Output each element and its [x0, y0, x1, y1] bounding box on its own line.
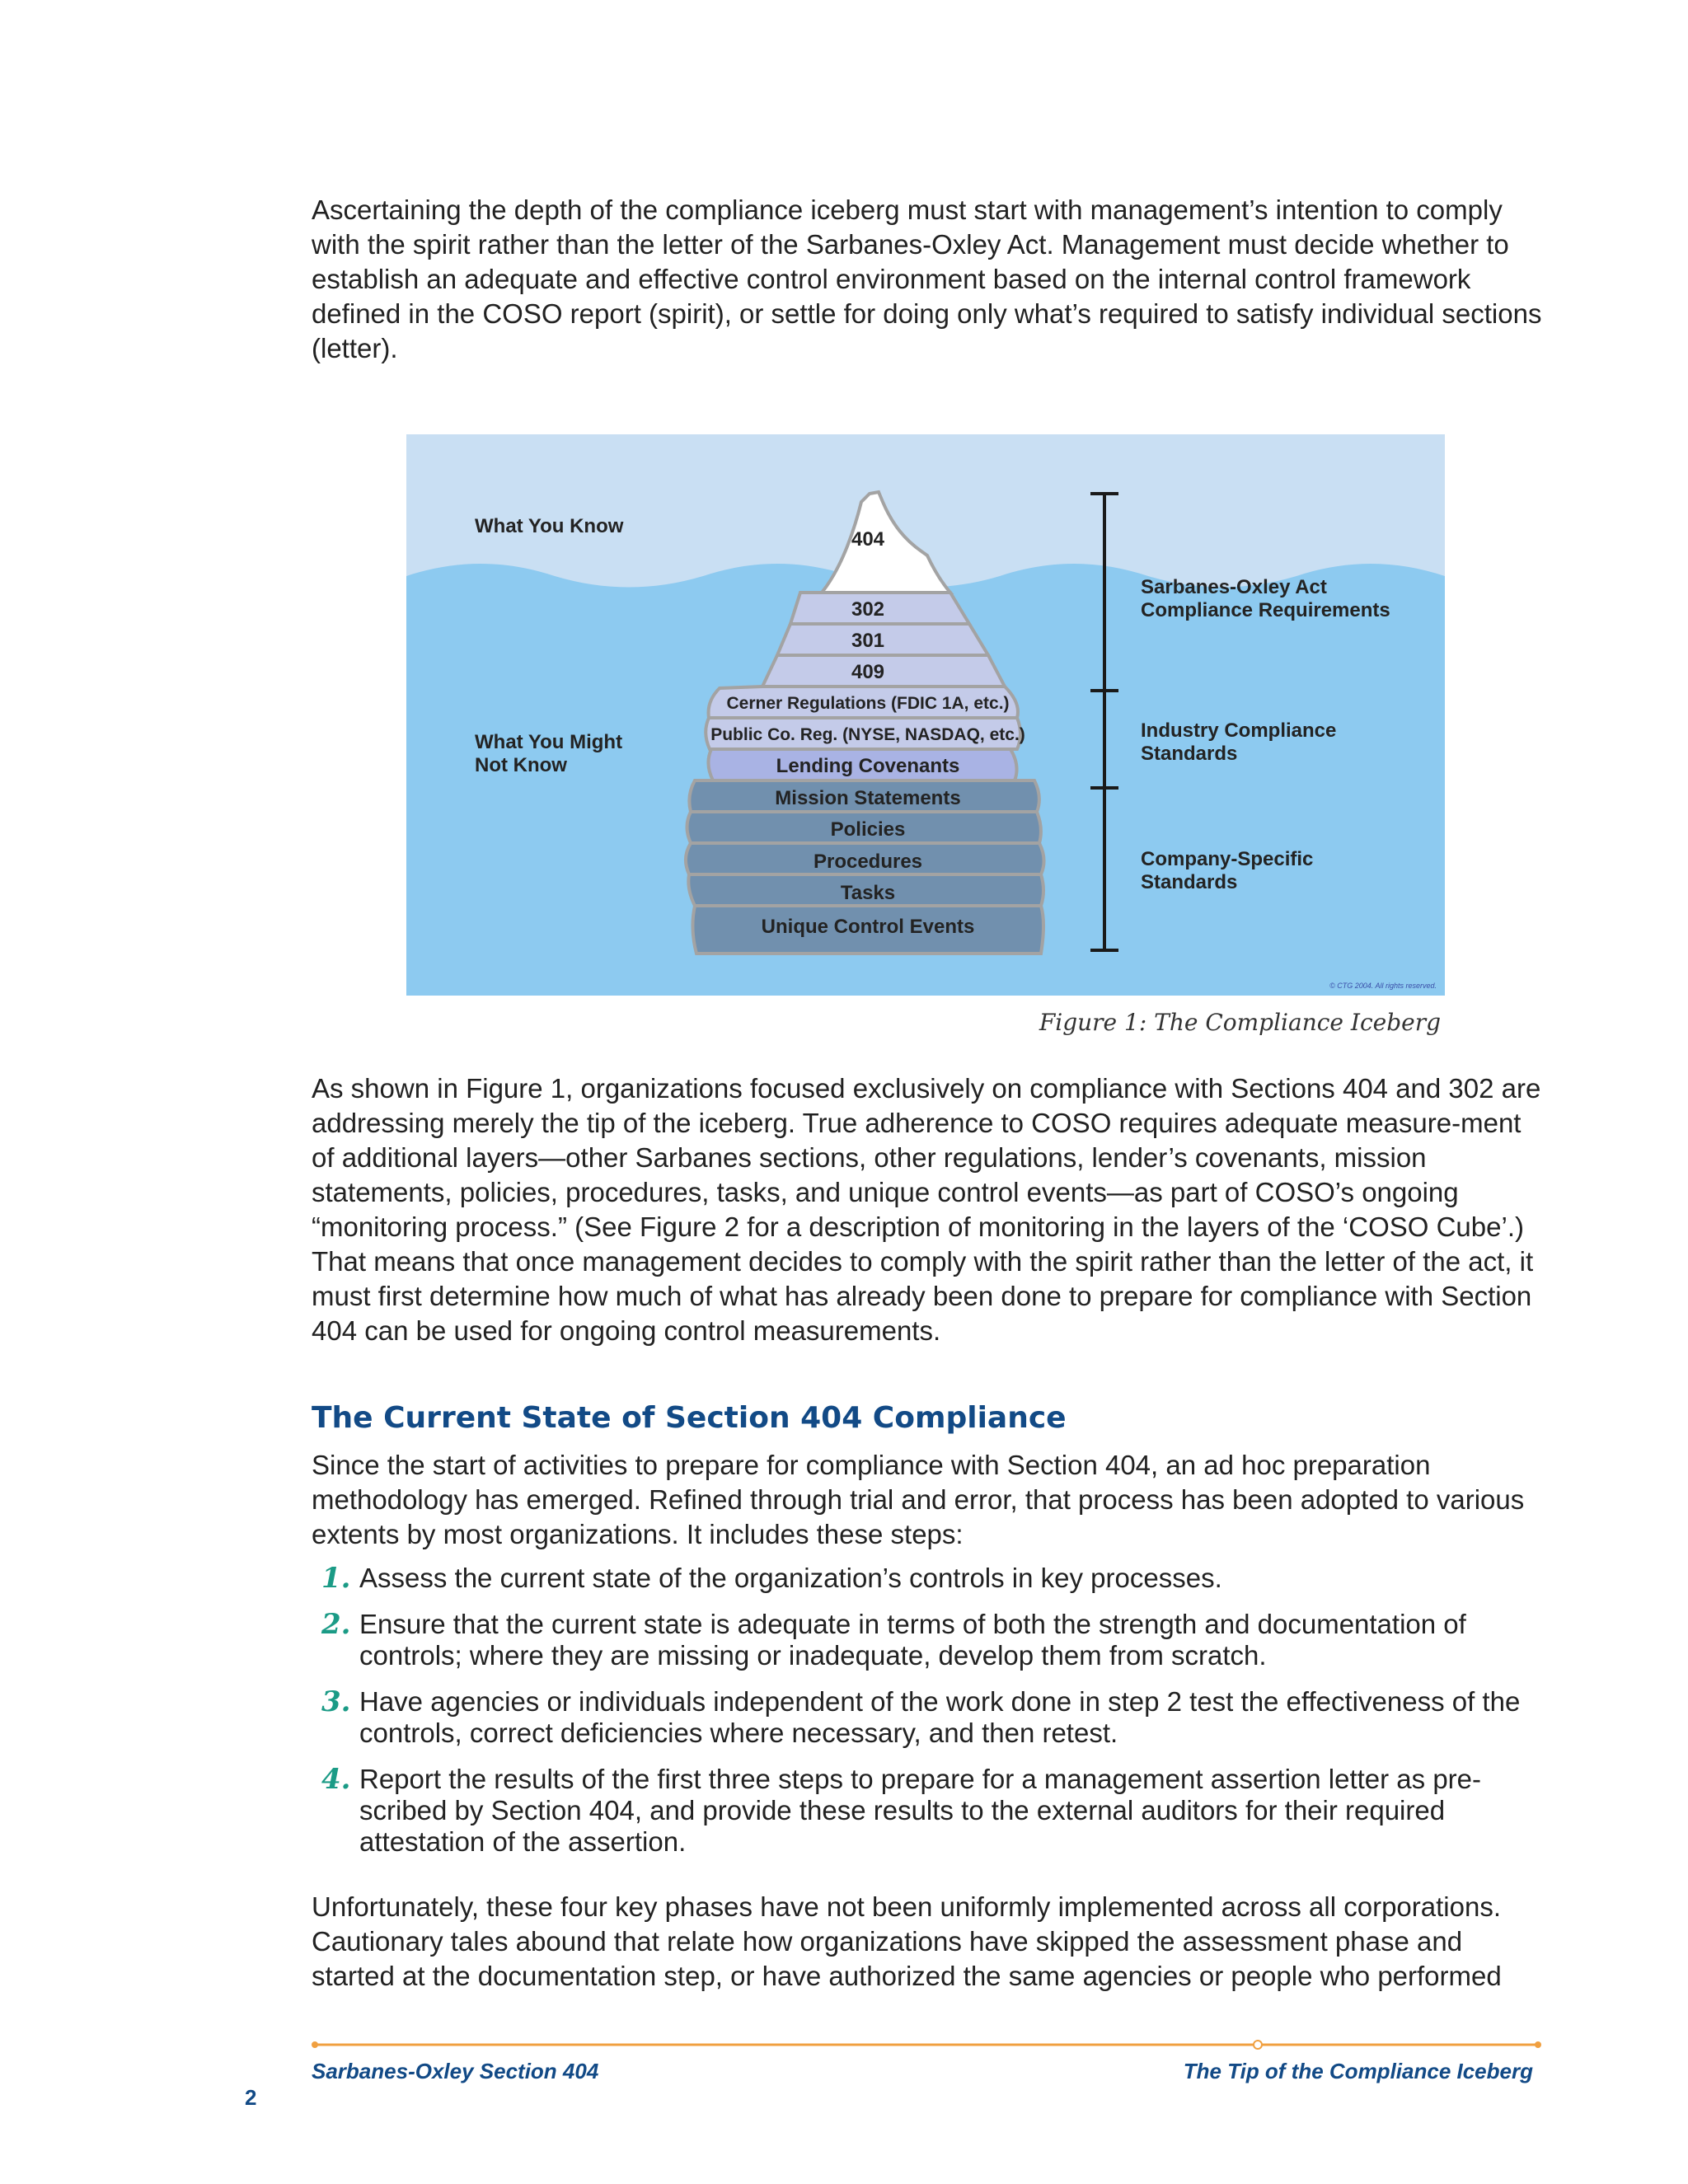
list-item: [312, 1686, 1548, 1749]
intro-paragraph: Ascertaining the depth of the compliance iceberg must start with management’s intention to comply with the spirit rather than the letter of the Sarbanes-Oxley Act. Management must decide whether to establish an adequate and effective control environment based on the internal control framework defined in the COSO report (spirit), or settle for doing only what’s required to satisfy individual sections (letter).: [312, 194, 1542, 363]
step-text: Assess the current state of the organization’s controls in key processes.: [359, 1563, 1222, 1593]
label-lending-covenants: Lending Covenants: [776, 755, 960, 777]
label-unique-control-events: Unique Control Events: [761, 916, 975, 938]
what-you-might-label: What You Might: [475, 731, 623, 753]
label-public-co-reg: Public Co. Reg. (NYSE, NASDAQ, etc.): [710, 725, 1025, 744]
step-number: 2.: [321, 1608, 351, 1641]
company-label-line-2: Standards: [1141, 871, 1238, 893]
steps-list: [312, 1563, 1548, 1872]
label-policies: Policies: [830, 818, 906, 841]
section-intro-paragraph: Since the start of activities to prepare for compliance with Section 404, an ad hoc preparation methodology has emerged. Refined through trial and error, that process has been adopted to various extents by most organizations. It includes these steps:: [312, 1450, 1525, 1549]
list-item: [312, 1609, 1548, 1671]
section-heading: The Current State of Section 404 Compliance: [312, 1401, 1067, 1435]
step-text: Ensure that the current state is adequate in terms of both the strength and documentation of controls; where they are missing or inadequate, develop them from scratch.: [359, 1609, 1466, 1671]
page-number: 2: [245, 2085, 257, 2110]
company-label-line-1: Company-Specific: [1141, 848, 1314, 870]
sox-label-line-1: Sarbanes-Oxley Act: [1141, 576, 1327, 598]
industry-label-line-1: Industry Compliance: [1141, 719, 1337, 742]
industry-label-line-2: Standards: [1141, 743, 1238, 765]
step-number: 3.: [321, 1685, 351, 1718]
closing-paragraph: Unfortunately, these four key phases have not been uniformly implemented across all corporations. Cautionary tales abound that relate how organizations have skipped the assessment phase and started at the documentation step, or have authorized the same agencies or people who performed: [312, 1891, 1502, 1991]
footer-document-title: The Tip of the Compliance Iceberg: [1183, 2059, 1533, 2083]
label-409: 409: [851, 661, 885, 683]
step-number: 1.: [321, 1562, 351, 1595]
label-procedures: Procedures: [813, 851, 923, 873]
label-mission-statements: Mission Statements: [775, 787, 961, 809]
footer-divider: [312, 2040, 1541, 2050]
list-item: [312, 1764, 1548, 1858]
compliance-iceberg-figure: [406, 434, 1445, 996]
sox-label-line-2: Compliance Requirements: [1141, 599, 1390, 621]
list-item: [312, 1563, 1548, 1594]
label-404: 404: [851, 528, 885, 551]
not-know-label: Not Know: [475, 754, 567, 776]
label-cerner-regulations: Cerner Regulations (FDIC 1A, etc.): [726, 694, 1010, 713]
iceberg-diagram: [406, 434, 1445, 996]
what-you-know-label: What You Know: [475, 515, 624, 537]
label-301: 301: [851, 630, 885, 652]
figure-explanation-paragraph: As shown in Figure 1, organizations focused exclusively on compliance with Sections 404 and 302 are addressing merely the tip of the iceberg. True adherence to COSO requires adequate measure-ment of additional layers—other Sarbanes sections, other regulations, lender’s covenants, mission statements, policies, procedures, tasks, and unique control events—as part of COSO’s ongoing “monitoring process.” (See Figure 2 for a description of monitoring in the layers of the ‘COSO Cube’.) That means that once management decides to comply with the spirit rather than the letter of the act, it must first determine how much of what has already been done to prepare for compliance with Section 404 can be used for ongoing control measurements.: [312, 1073, 1541, 1346]
step-text: Report the results of the first three steps to prepare for a management assertion letter as pre-scribed by Section 404, and provide these results to the external auditors for their required attestation of the assertion.: [359, 1764, 1482, 1857]
step-text: Have agencies or individuals independent of the work done in step 2 test the effectiveness of the controls, correct deficiencies where necessary, and then retest.: [359, 1686, 1521, 1748]
label-302: 302: [851, 598, 885, 621]
figure-copyright: © CTG 2004. All rights reserved.: [1329, 982, 1437, 990]
step-number: 4.: [321, 1763, 351, 1796]
label-tasks: Tasks: [840, 882, 896, 904]
figure-caption: Figure 1: The Compliance Iceberg: [1039, 1009, 1441, 1036]
footer-publication-title: Sarbanes-Oxley Section 404: [312, 2059, 599, 2083]
